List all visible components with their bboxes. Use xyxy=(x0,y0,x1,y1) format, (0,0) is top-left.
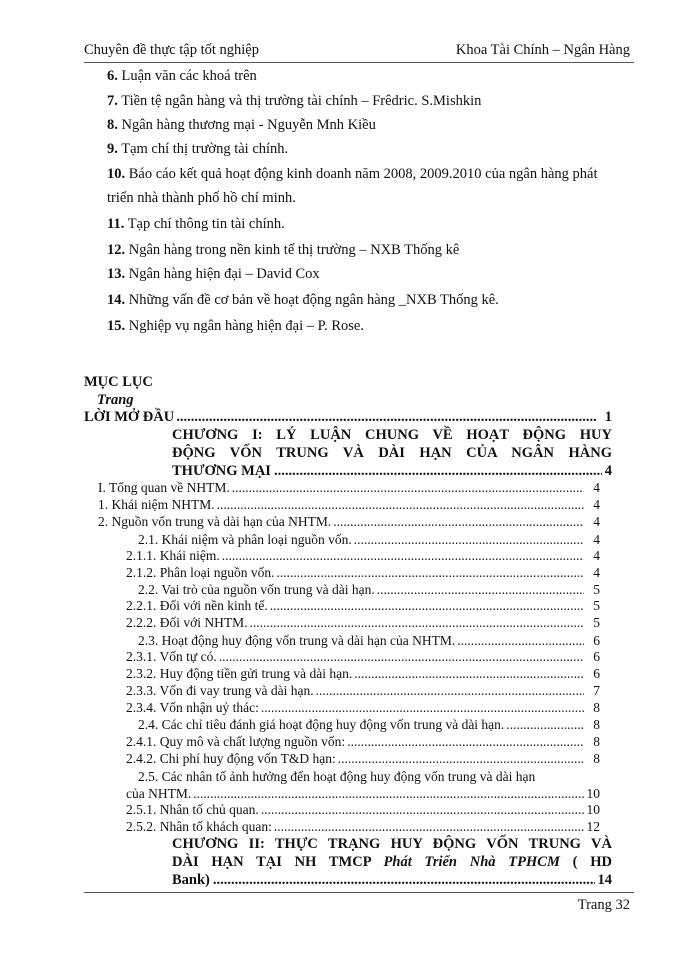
toc-leader xyxy=(347,734,584,750)
toc-entry-page: 6 xyxy=(593,666,600,681)
reference-item xyxy=(107,68,257,85)
toc-entry-page: 5 xyxy=(593,598,600,613)
reference-item xyxy=(107,166,597,183)
reference-item xyxy=(107,216,285,233)
toc-entry xyxy=(126,734,600,750)
toc-intro-page: 1 xyxy=(604,409,612,425)
chapter2-line2c: ( HD xyxy=(559,854,612,870)
toc-entry-label: 2.2. Vai trò của nguồn vốn trung và dài hạn. xyxy=(138,582,375,597)
toc-entry xyxy=(138,582,600,598)
reference-number: 14. xyxy=(107,292,126,308)
toc-entry-label: 2.3.2. Huy động tiền gửi trung và dài hạn. xyxy=(126,666,353,681)
toc-entry-label: 2.1.2. Phân loại nguồn vốn. xyxy=(126,565,275,580)
toc-entry-label: 2.4. Các chỉ tiêu đánh giá hoạt động huy động vốn trung và dài hạn. xyxy=(138,717,505,732)
toc-entry xyxy=(138,532,600,548)
reference-item xyxy=(107,117,376,134)
chapter1-page: 4 xyxy=(604,463,612,479)
reference-continuation: triển nhà thành phố hồ chí minh. xyxy=(107,190,296,206)
toc-entry xyxy=(98,497,600,513)
toc-entry xyxy=(126,751,600,767)
reference-number: 13. xyxy=(107,266,126,282)
toc-entry xyxy=(98,480,600,496)
toc-entry xyxy=(126,649,600,665)
toc-entry-page: 6 xyxy=(593,633,600,648)
toc-entry-page: 12 xyxy=(586,819,600,834)
toc-entry-continuation: của NHTM. xyxy=(126,786,192,801)
chapter2-last: Bank) xyxy=(172,872,210,888)
toc-entry-label: 2. Nguồn vốn trung và dài hạn của NHTM. xyxy=(98,514,332,529)
toc-leader xyxy=(506,717,584,733)
toc-entry-page: 4 xyxy=(593,497,600,512)
chapter2-line2 xyxy=(172,853,612,871)
toc-entry-label: 2.4.2. Chi phí huy động vốn T&D hạn: xyxy=(126,751,336,766)
reference-text: Nghiệp vụ ngân hàng hiện đại – P. Rose. xyxy=(125,318,364,334)
toc-leader xyxy=(222,548,584,564)
chapter2-page: 14 xyxy=(597,872,612,888)
toc-leader xyxy=(333,514,584,530)
toc-entry-label: 2.4.1. Quy mô và chất lượng nguồn vốn: xyxy=(126,734,346,749)
toc-entry xyxy=(126,598,600,614)
toc-entry-label: 1. Khái niệm NHTM. xyxy=(98,497,215,512)
reference-text: Những vấn đề cơ bản về hoạt động ngân hàng _NXB Thống kê. xyxy=(125,292,499,308)
toc-entry xyxy=(126,615,600,631)
toc-entry-page: 4 xyxy=(593,565,600,580)
reference-item xyxy=(107,242,459,259)
toc-entry-page: 5 xyxy=(593,582,600,597)
reference-number: 9. xyxy=(107,141,118,157)
reference-text: Ngân hàng trong nền kinh tế thị trường – NXB Thống kê xyxy=(125,242,460,258)
reference-text: Tiền tệ ngân hàng và thị trường tài chính – Frêdric. S.Mishkin xyxy=(117,93,482,109)
toc-entry-label: 2.5.2. Nhân tố khách quan: xyxy=(126,819,272,834)
reference-text: Báo cáo kết quả hoạt động kinh doanh năm 2008, 2009.2010 của ngân hàng phát xyxy=(125,166,598,182)
reference-item xyxy=(107,266,320,283)
toc-leader xyxy=(176,409,596,426)
toc-entry-label: 2.1. Khái niệm và phân loại nguồn vốn. xyxy=(138,532,352,547)
toc-entry-label: 2.2.2. Đối với NHTM. xyxy=(126,615,248,630)
toc-entry xyxy=(98,514,600,530)
footer-rule xyxy=(84,892,634,893)
toc-entry-label: 2.5.1. Nhân tố chủ quan. xyxy=(126,802,259,817)
chapter2-line1: CHƯƠNG II: THỰC TRẠNG HUY ĐỘNG VỐN TRUNG VÀ xyxy=(172,836,612,852)
header-rule xyxy=(84,62,634,63)
reference-text: Tạm chí thị trường tài chính. xyxy=(117,141,289,157)
toc-entry xyxy=(126,819,600,835)
toc-leader xyxy=(213,871,595,889)
toc-leader xyxy=(316,683,584,699)
toc-chapter2 xyxy=(172,835,612,889)
toc-entry-label: I. Tổng quan về NHTM. xyxy=(98,480,230,495)
toc-intro xyxy=(84,409,612,426)
chapter2-line2a: DÀI HẠN TẠI NH TMCP xyxy=(172,854,384,870)
reference-text: Tạp chí thông tin tài chính. xyxy=(124,216,285,232)
toc-entry-page: 10 xyxy=(586,786,600,801)
toc-leader xyxy=(270,598,584,614)
reference-item xyxy=(107,292,499,309)
reference-text: Luận văn các khoá trên xyxy=(117,68,257,84)
reference-number: 7. xyxy=(107,93,118,109)
chapter1-line: ĐỘNG VỐN TRUNG VÀ DÀI HẠN CỦA NGÂN HÀNG xyxy=(172,445,612,461)
toc-leader xyxy=(219,649,584,665)
reference-number: 12. xyxy=(107,242,126,258)
chapter1-line: CHƯƠNG I: LÝ LUẬN CHUNG VỀ HOẠT ĐỘNG HUY xyxy=(172,427,612,443)
toc-leader xyxy=(277,565,585,581)
reference-number: 15. xyxy=(107,318,126,334)
toc-entry-label: 2.5. Các nhân tố ảnh hưởng đến hoạt động huy động vốn trung và dài hạn xyxy=(138,769,536,784)
toc-entry-page: 8 xyxy=(593,751,600,766)
header-left: Chuyên đề thực tập tốt nghiệp xyxy=(84,42,259,58)
toc-entry xyxy=(126,802,600,818)
toc-subtitle: Trang xyxy=(97,392,134,408)
toc-entry xyxy=(126,666,600,682)
toc-leader xyxy=(261,700,584,716)
toc-leader xyxy=(232,480,584,496)
reference-number: 10. xyxy=(107,166,126,182)
toc-chapter1 xyxy=(172,426,612,480)
toc-intro-label: LỜI MỞ ĐẦU xyxy=(84,409,175,425)
toc-leader xyxy=(250,615,584,631)
toc-entry-label: 2.3.3. Vốn đi vay trung và dài hạn. xyxy=(126,683,314,698)
reference-item xyxy=(107,141,288,158)
toc-entry-page: 6 xyxy=(593,649,600,664)
toc-leader xyxy=(354,666,584,682)
chapter1-last: THƯƠNG MẠI xyxy=(172,463,271,479)
toc-entry xyxy=(138,717,600,733)
toc-entry-page: 4 xyxy=(593,548,600,563)
toc-leader xyxy=(193,786,584,802)
toc-entry-page: 10 xyxy=(586,802,600,817)
reference-item xyxy=(107,318,364,335)
reference-number: 11. xyxy=(107,216,125,232)
toc-entry-label: 2.2.1. Đối với nền kinh tế. xyxy=(126,598,268,613)
toc-leader xyxy=(217,497,584,513)
reference-text: Ngân hàng thương mại - Nguyễn Mnh Kiều xyxy=(117,117,376,133)
toc-leader xyxy=(354,532,584,548)
toc-entry xyxy=(126,786,600,802)
toc-entry-page: 8 xyxy=(593,700,600,715)
toc-leader xyxy=(274,819,584,835)
toc-entry-page: 4 xyxy=(593,514,600,529)
header-right: Khoa Tài Chính – Ngân Hàng xyxy=(455,42,630,58)
toc-leader xyxy=(261,802,584,818)
toc-entry xyxy=(138,633,600,649)
reference-number: 6. xyxy=(107,68,118,84)
toc-leader xyxy=(274,462,602,480)
footer-page: Trang 32 xyxy=(577,897,630,913)
reference-item xyxy=(107,93,481,110)
toc-entry-label: 2.3. Hoạt động huy động vốn trung và dài hạn của NHTM. xyxy=(138,633,456,648)
toc-entry-label: 2.1.1. Khái niệm. xyxy=(126,548,220,563)
toc-entry xyxy=(126,683,600,699)
toc-entry-page: 4 xyxy=(593,480,600,495)
chapter2-line2b: Phát Triển Nhà TPHCM xyxy=(383,854,560,870)
toc-leader xyxy=(338,751,584,767)
toc-title: MỤC LỤC xyxy=(84,374,153,390)
toc-entry-page: 7 xyxy=(593,683,600,698)
toc-entry xyxy=(126,700,600,716)
reference-number: 8. xyxy=(107,117,118,133)
toc-entry xyxy=(126,548,600,564)
toc-entry-page: 5 xyxy=(593,615,600,630)
toc-entry-label: 2.3.4. Vốn nhận uỷ thác: xyxy=(126,700,259,715)
toc-leader xyxy=(377,582,584,598)
toc-entry xyxy=(126,565,600,581)
reference-text: Ngân hàng hiện đại – David Cox xyxy=(125,266,320,282)
toc-entry-label: 2.3.1. Vốn tự có. xyxy=(126,649,217,664)
toc-entry-page: 4 xyxy=(593,532,600,547)
toc-entry-page: 8 xyxy=(593,734,600,749)
toc-entry-page: 8 xyxy=(593,717,600,732)
toc-leader xyxy=(457,633,584,649)
